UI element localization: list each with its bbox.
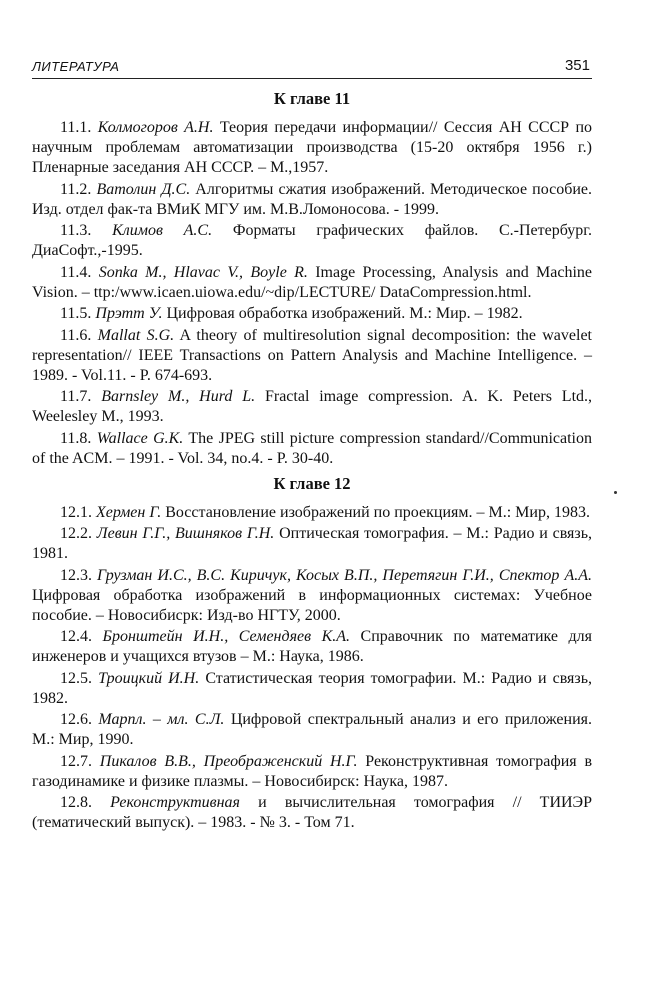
reference-author: Mallat S.G.: [97, 326, 175, 344]
reference-number: 12.4.: [60, 628, 92, 645]
reference-item: [32, 118, 592, 178]
reference-text: Оптическая томография. – М.: Радио и связь, 1981.: [32, 525, 593, 562]
reference-item: [32, 429, 592, 469]
reference-text: Цифровая обработка изображений в информационных системах: Учебное пособие. – Новосибисрк: Изд-во НГТУ, 2000.: [32, 586, 592, 624]
reference-author: Грузман И.С., В.С. Киричук, Косых В.П., Перетягин Г.И., Спектор А.А.: [97, 566, 592, 584]
reference-number: 12.8.: [60, 794, 92, 811]
reference-author: Климов А.С.: [112, 222, 213, 239]
reference-author: Ватолин Д.С.: [96, 180, 191, 198]
reference-number: 11.3.: [60, 222, 92, 239]
reference-text: и вычислительная томография // ТИИЭР (тематический выпуск). – 1983. - № 3. - Том 71.: [32, 794, 593, 831]
reference-number: 12.5.: [60, 669, 92, 687]
reference-text: Fractal image compression. A. K. Peters Ltd., Weelesley M., 1993.: [32, 388, 593, 425]
reference-item: [32, 304, 592, 324]
reference-number: 12.3.: [60, 566, 92, 584]
reference-text: Теория передачи информации// Сессия АН СССР по научным проблемам автоматизации производства (15-20 октября 1956 г.) Пленарные заседания АН СССР. – М.,1957.: [32, 119, 593, 176]
reference-text: Восстановление изображений по проекциям. – М.: Мир, 1983.: [165, 503, 590, 521]
reference-text: The JPEG still picture compression standard//Communication of the ACM. – 1991. - Vol. 34, no.4. - P. 30-40.: [32, 429, 593, 467]
reference-number: 12.1.: [60, 503, 92, 521]
reference-item: [32, 180, 592, 220]
reference-number: 11.1.: [60, 119, 92, 136]
reference-text: Статистическая теория томографии. М.: Радио и связь, 1982.: [32, 669, 593, 707]
reference-number: 11.2.: [60, 180, 92, 198]
reference-item: [32, 387, 592, 427]
reference-item: [32, 221, 592, 261]
reference-number: 11.4.: [60, 263, 92, 281]
reference-text: Цифровая обработка изображений. М.: Мир. – 1982.: [166, 305, 523, 322]
reference-item: [32, 326, 592, 386]
reference-number: 12.2.: [60, 525, 92, 542]
reference-author: Марпл. – мл. С.Л.: [98, 711, 225, 728]
reference-text: Алгоритмы сжатия изображений. Методическое пособие. Изд. отдел фак-та ВМиК МГУ им. М.В.Ломоносова. - 1999.: [32, 180, 593, 218]
reference-text: Цифровой спектральный анализ и его приложения. М.: Мир, 1990.: [32, 711, 592, 748]
reference-number: 11.5.: [60, 305, 92, 322]
reference-item: [32, 263, 592, 303]
reference-item: [32, 669, 592, 709]
reference-author: Колмогоров А.Н.: [97, 119, 214, 136]
reference-author: Троицкий И.Н.: [98, 669, 200, 687]
reference-author: Пикалов В.В., Преображенский Н.Г.: [99, 752, 358, 770]
reference-author: Прэтт У.: [95, 305, 163, 322]
reference-item: [32, 566, 592, 626]
reference-item: [32, 793, 592, 833]
reference-text: Форматы графических файлов. С.-Петербург. ДиаСофт.,-1995.: [32, 222, 593, 259]
reference-text: Реконструктивная томография в газодинамике и физике плазмы. – Новосибирск: Наука, 1987.: [32, 752, 593, 790]
reference-author: Левин Г.Г., Вишняков Г.Н.: [96, 525, 275, 542]
reference-item: [32, 503, 592, 523]
reference-text: Image Processing, Analysis and Machine Vision. – ttp:/www.icaen.uiowa.edu/~dip/LECTURE/ DataCompression.html.: [32, 263, 593, 301]
reference-item: [32, 710, 592, 750]
reference-number: 11.6.: [60, 326, 92, 344]
reference-author: Sonka M., Hlavac V., Boyle R.: [98, 263, 308, 281]
scan-speck: [614, 491, 617, 494]
page-number: 351: [564, 57, 590, 74]
reference-number: 11.8.: [60, 429, 92, 447]
reference-text: A theory of multiresolution signal decomposition: the wavelet representation// IEEE Transactions on Pattern Analysis and Machine Intelligence. – 1989. - Vol.11. - P. 674-693.: [32, 326, 592, 384]
reference-author: Реконструктивная: [110, 794, 240, 811]
section-title-chapter-11: К главе 11: [273, 89, 351, 108]
reference-item: [32, 627, 592, 667]
running-header: [32, 56, 592, 79]
reference-number: 12.7.: [60, 752, 92, 770]
reference-author: Хермен Г.: [96, 503, 162, 521]
reference-text: Справочник по математике для инженеров и учащихся втузов – М.: Наука, 1986.: [32, 628, 593, 665]
references-content: [32, 88, 592, 835]
section-title-chapter-12: К главе 12: [273, 473, 351, 493]
running-header-title: ЛИТЕРАТУРА: [32, 59, 120, 74]
reference-item: [32, 752, 592, 792]
reference-item: [32, 524, 592, 564]
reference-author: Бронштейн И.Н., Семендяев К.А.: [102, 628, 350, 645]
reference-author: Wallace G.K.: [96, 429, 184, 447]
reference-number: 12.6.: [60, 711, 92, 728]
reference-author: Barnsley M., Hurd L.: [101, 388, 256, 405]
reference-number: 11.7.: [60, 388, 92, 405]
